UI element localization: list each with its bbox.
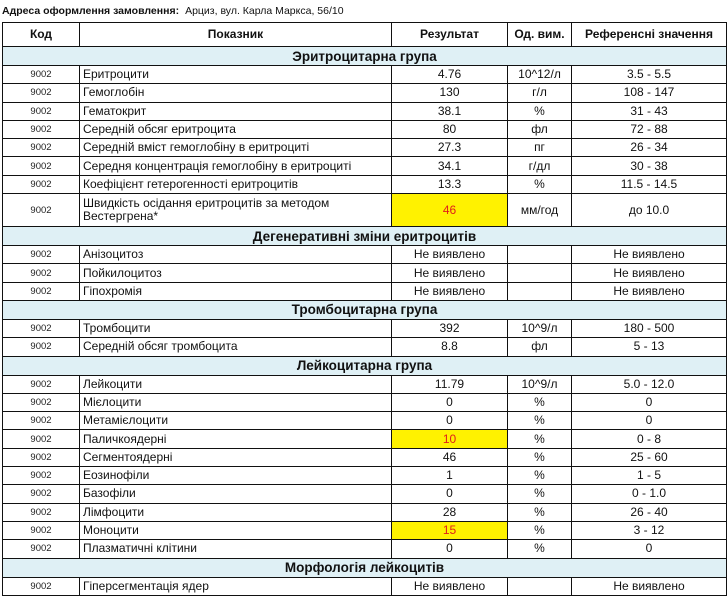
table-row: [3, 540, 727, 558]
header-code: Код: [3, 23, 80, 47]
table-row: [3, 375, 727, 393]
row-result: 13.3: [392, 175, 508, 193]
row-code: 9002: [3, 264, 80, 282]
group-title: Морфологія лейкоцитів: [3, 558, 727, 577]
group-header-row: [3, 300, 727, 319]
row-reference: 180 - 500: [572, 319, 727, 337]
row-result: Не виявлено: [392, 264, 508, 282]
row-reference: 1 - 5: [572, 467, 727, 485]
results-table: [2, 22, 727, 596]
row-code: 9002: [3, 412, 80, 430]
header-indicator: Показник: [80, 23, 392, 47]
row-unit: фл: [508, 120, 572, 138]
row-reference: 3 - 12: [572, 521, 727, 539]
row-reference: 0 - 8: [572, 430, 727, 448]
row-code: 9002: [3, 577, 80, 595]
table-row: [3, 577, 727, 595]
header-unit: Од. вим.: [508, 23, 572, 47]
row-reference: Не виявлено: [572, 264, 727, 282]
row-indicator: Гіперсегментація ядер: [80, 577, 392, 595]
row-result: 0: [392, 540, 508, 558]
row-code: 9002: [3, 84, 80, 102]
table-row: [3, 485, 727, 503]
row-indicator: Еритроцити: [80, 66, 392, 84]
group-title: Эритроцитарна група: [3, 47, 727, 66]
row-indicator: Швидкість осідання еритроцитів за методом Вестергрена*: [80, 194, 392, 227]
order-address-label: Адреса оформлення замовлення:: [2, 5, 180, 17]
row-unit: [508, 282, 572, 300]
row-result: 0: [392, 393, 508, 411]
row-code: 9002: [3, 521, 80, 539]
row-result: 8.8: [392, 338, 508, 356]
row-indicator: Гіпохромія: [80, 282, 392, 300]
table-row: [3, 448, 727, 466]
row-code: 9002: [3, 448, 80, 466]
row-result: 11.79: [392, 375, 508, 393]
row-code: 9002: [3, 194, 80, 227]
row-reference: 5.0 - 12.0: [572, 375, 727, 393]
row-code: 9002: [3, 338, 80, 356]
row-indicator: Середній обсяг тромбоцита: [80, 338, 392, 356]
table-row: [3, 102, 727, 120]
row-result: 80: [392, 120, 508, 138]
row-unit: [508, 264, 572, 282]
row-result: 34.1: [392, 157, 508, 175]
row-indicator: Плазматичні клітини: [80, 540, 392, 558]
row-indicator: Середня концентрація гемоглобіну в еритроциті: [80, 157, 392, 175]
row-unit: %: [508, 503, 572, 521]
row-indicator: Еозинофіли: [80, 467, 392, 485]
row-result-flagged: 46: [392, 194, 508, 227]
row-indicator: Паличкоядерні: [80, 430, 392, 448]
group-title: Тромбоцитарна група: [3, 300, 727, 319]
row-unit: г/л: [508, 84, 572, 102]
row-unit: 10^12/л: [508, 66, 572, 84]
row-reference: Не виявлено: [572, 282, 727, 300]
row-unit: %: [508, 540, 572, 558]
table-row: [3, 264, 727, 282]
row-code: 9002: [3, 319, 80, 337]
row-unit: %: [508, 521, 572, 539]
table-row: [3, 157, 727, 175]
table-row: [3, 194, 727, 227]
row-unit: [508, 577, 572, 595]
table-row: [3, 84, 727, 102]
row-result: 28: [392, 503, 508, 521]
row-result: 1: [392, 467, 508, 485]
row-code: 9002: [3, 139, 80, 157]
row-indicator: Тромбоцити: [80, 319, 392, 337]
group-title: Дегенеративні зміни еритроцитів: [3, 227, 727, 246]
row-unit: %: [508, 393, 572, 411]
row-indicator: Моноцити: [80, 521, 392, 539]
row-result: 38.1: [392, 102, 508, 120]
row-result: 0: [392, 485, 508, 503]
row-indicator: Пойкилоцитоз: [80, 264, 392, 282]
row-indicator: Сегментоядерні: [80, 448, 392, 466]
row-result: 4.76: [392, 66, 508, 84]
row-unit: %: [508, 102, 572, 120]
row-reference: до 10.0: [572, 194, 727, 227]
group-header-row: [3, 356, 727, 375]
row-reference: 108 - 147: [572, 84, 727, 102]
row-unit: пг: [508, 139, 572, 157]
row-code: 9002: [3, 540, 80, 558]
table-header-row: [3, 23, 727, 47]
header-reference: Референсні значення: [572, 23, 727, 47]
table-row: [3, 430, 727, 448]
row-code: 9002: [3, 120, 80, 138]
row-unit: %: [508, 485, 572, 503]
row-result: 46: [392, 448, 508, 466]
row-reference: Не виявлено: [572, 577, 727, 595]
table-row: [3, 175, 727, 193]
table-row: [3, 338, 727, 356]
row-reference: 0 - 1.0: [572, 485, 727, 503]
row-reference: 0: [572, 393, 727, 411]
row-result: Не виявлено: [392, 246, 508, 264]
order-address: [0, 0, 728, 22]
row-result-flagged: 15: [392, 521, 508, 539]
row-code: 9002: [3, 66, 80, 84]
row-unit: 10^9/л: [508, 375, 572, 393]
row-unit: фл: [508, 338, 572, 356]
row-reference: 11.5 - 14.5: [572, 175, 727, 193]
row-code: 9002: [3, 393, 80, 411]
header-result: Результат: [392, 23, 508, 47]
row-result: 130: [392, 84, 508, 102]
group-title: Лейкоцитарна група: [3, 356, 727, 375]
row-unit: [508, 246, 572, 264]
row-unit: %: [508, 467, 572, 485]
row-indicator: Анізоцитоз: [80, 246, 392, 264]
row-indicator: Гемоглобін: [80, 84, 392, 102]
row-indicator: Мієлоцити: [80, 393, 392, 411]
row-reference: Не виявлено: [572, 246, 727, 264]
row-indicator: Середній обсяг еритроцита: [80, 120, 392, 138]
table-row: [3, 319, 727, 337]
group-header-row: [3, 227, 727, 246]
row-reference: 25 - 60: [572, 448, 727, 466]
group-header-row: [3, 558, 727, 577]
row-indicator: Гематокрит: [80, 102, 392, 120]
row-code: 9002: [3, 485, 80, 503]
order-address-value: Арциз, вул. Карла Маркса, 56/10: [185, 5, 344, 17]
row-result: 392: [392, 319, 508, 337]
row-code: 9002: [3, 157, 80, 175]
table-row: [3, 393, 727, 411]
row-indicator: Лейкоцити: [80, 375, 392, 393]
row-unit: мм/год: [508, 194, 572, 227]
row-reference: 0: [572, 540, 727, 558]
row-unit: %: [508, 175, 572, 193]
row-unit: %: [508, 448, 572, 466]
row-indicator: Метамієлоцити: [80, 412, 392, 430]
table-row: [3, 503, 727, 521]
row-result: Не виявлено: [392, 282, 508, 300]
row-reference: 31 - 43: [572, 102, 727, 120]
row-code: 9002: [3, 175, 80, 193]
table-row: [3, 282, 727, 300]
row-reference: 72 - 88: [572, 120, 727, 138]
table-row: [3, 521, 727, 539]
row-reference: 26 - 34: [572, 139, 727, 157]
row-result: 27.3: [392, 139, 508, 157]
row-reference: 5 - 13: [572, 338, 727, 356]
row-unit: %: [508, 430, 572, 448]
row-reference: 30 - 38: [572, 157, 727, 175]
row-code: 9002: [3, 503, 80, 521]
row-unit: %: [508, 412, 572, 430]
row-code: 9002: [3, 375, 80, 393]
row-code: 9002: [3, 102, 80, 120]
row-code: 9002: [3, 282, 80, 300]
row-code: 9002: [3, 467, 80, 485]
table-row: [3, 120, 727, 138]
row-code: 9002: [3, 246, 80, 264]
row-indicator: Лімфоцити: [80, 503, 392, 521]
row-reference: 26 - 40: [572, 503, 727, 521]
row-reference: 3.5 - 5.5: [572, 66, 727, 84]
row-indicator: Коефіцієнт гетерогенності еритроцитів: [80, 175, 392, 193]
row-unit: г/дл: [508, 157, 572, 175]
row-code: 9002: [3, 430, 80, 448]
row-result-flagged: 10: [392, 430, 508, 448]
row-indicator: Базофіли: [80, 485, 392, 503]
group-header-row: [3, 47, 727, 66]
table-row: [3, 246, 727, 264]
table-row: [3, 139, 727, 157]
row-result: 0: [392, 412, 508, 430]
table-row: [3, 412, 727, 430]
table-row: [3, 66, 727, 84]
results-body: [3, 47, 727, 596]
row-unit: 10^9/л: [508, 319, 572, 337]
row-reference: 0: [572, 412, 727, 430]
row-result: Не виявлено: [392, 577, 508, 595]
table-row: [3, 467, 727, 485]
row-indicator: Середній вміст гемоглобіну в еритроциті: [80, 139, 392, 157]
